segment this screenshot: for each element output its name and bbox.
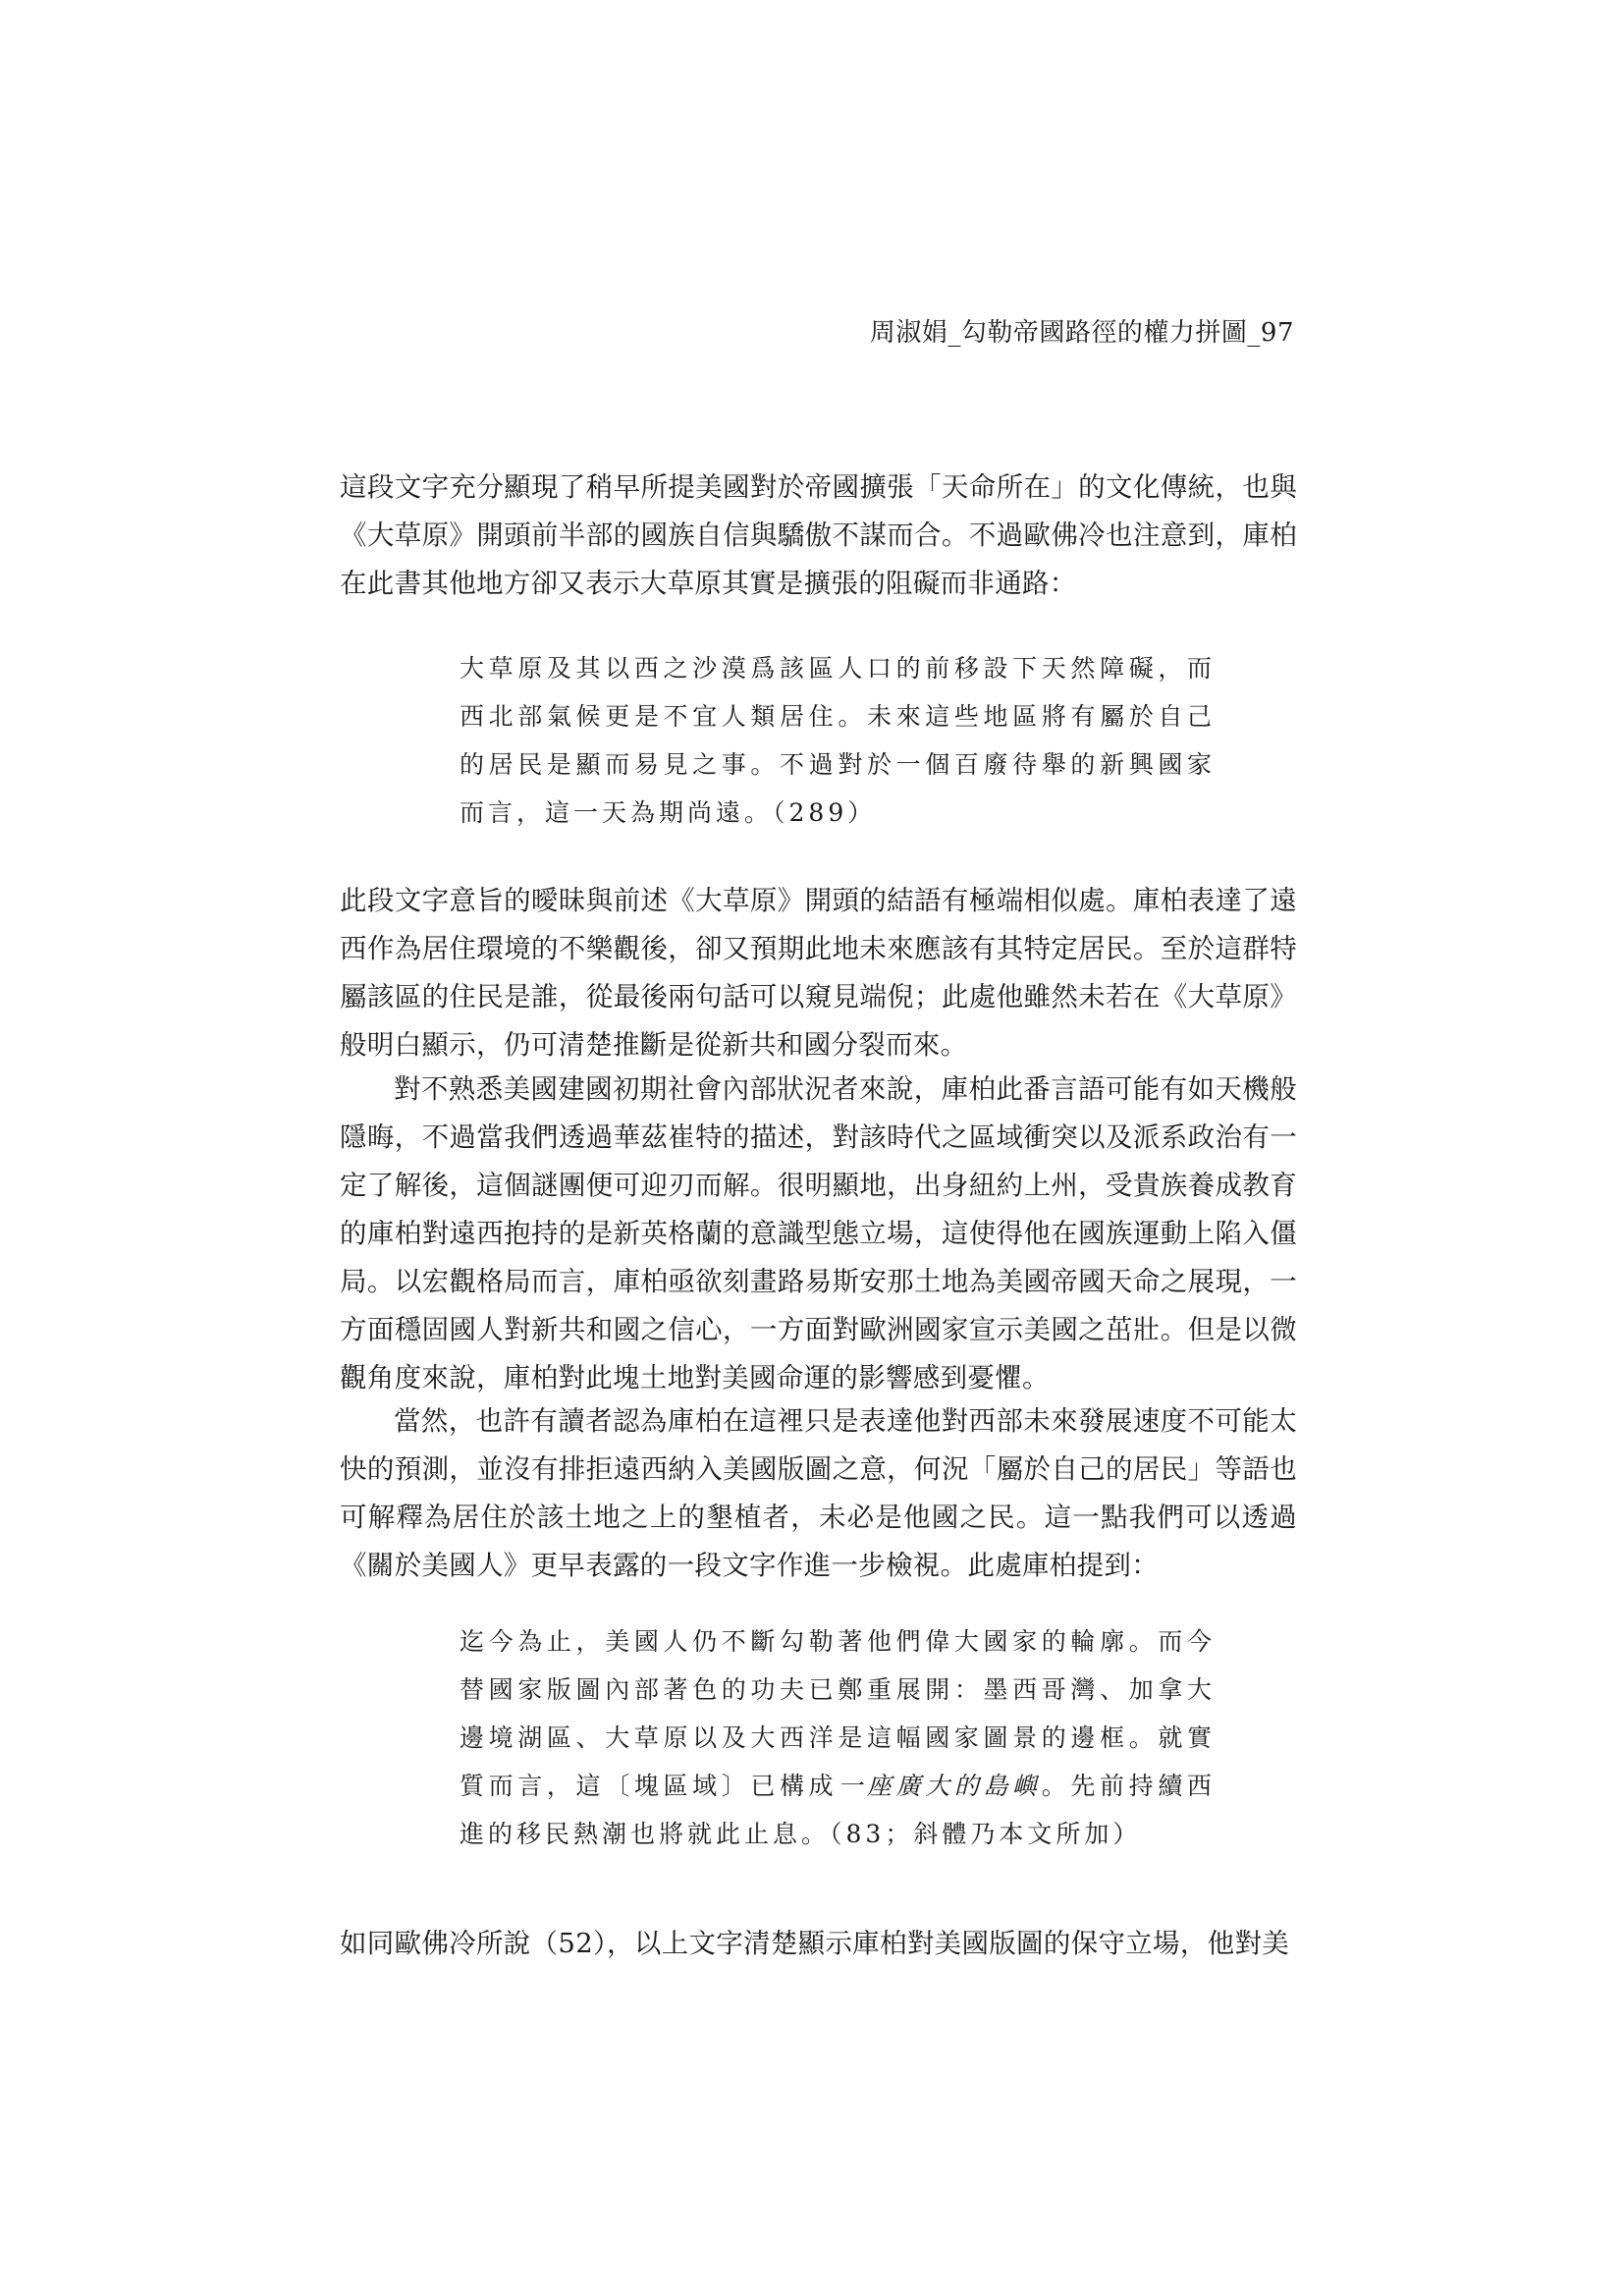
paragraph-4: 當然，也許有讀者認為庫柏在這裡只是表達他對西部未來發展速度不可能太快的預測，並沒有排拒遠西納入美國版圖之意，何況「屬於自己的居民」等語也可解釋為居住於該土地之上的墾植者，未必是他國之民。這一點我們可以透過《關於美國人》更早表露的一段文字作進一步檢視。此處庫柏提到： [340,1405,1297,1581]
block-quote-2-text-b: 。先前持續西進的移民熱潮也將就此止息。（83；斜體乃本文所加） [460,1772,1216,1848]
paragraph-3: 對不熟悉美國建國初期社會內部狀況者來說，庫柏此番言語可能有如天機般隱晦，不過當我們透過華茲崔特的描述，對該時代之區域衝突以及派系政治有一定了解後，這個謎團便可迎刃而解。很明顯地，出身紐約上州，受貴族養成教育的庫柏對遠西抱持的是新英格蘭的意識型態立場，這使得他在國族運動上陷入僵局。以宏觀格局而言，庫柏亟欲刻畫路易斯安那土地為美國帝國天命之展現，一方面穩固國人對新共和國之信心，一方面對歐洲國家宣示美國之茁壯。但是以微觀角度來說，庫柏對此塊土地對美國命運的影響感到憂懼。 [340,1073,1297,1394]
paragraph-5: 如同歐佛冷所說（52），以上文字清楚顯示庫柏對美國版圖的保守立場，他對美 [340,1928,1290,1959]
block-quote-2-italic: 一座廣大的島嶼 [838,1772,1042,1800]
paragraph-2: 此段文字意旨的曖昧與前述《大草原》開頭的結語有極端相似處。庫柏表達了遠西作為居住環境的不樂觀後，卻又預期此地未來應該有其特定居民。至於這群特屬該區的住民是誰，從最後兩句話可以窺見端倪；此處他雖然未若在《大草原》般明白顯示，仍可清楚推斷是從新共和國分裂而來。 [340,885,1297,1061]
block-quote-2 [460,1617,1216,1858]
running-header: 周淑娟_勾勒帝國路徑的權力拼圖_97 [869,318,1294,348]
block-quote-2-text-a: 迄今為止，美國人仍不斷勾勒著他們偉大國家的輪廓。而今替國家版圖內部著色的功夫已鄭重展開：墨西哥灣、加拿大邊境湖區、大草原以及大西洋是這幅國家圖景的邊框。就實質而言，這〔塊區域〕已構成 [460,1627,1216,1800]
block-quote-1: 大草原及其以西之沙漠爲該區人口的前移設下天然障礙，而西北部氣候更是不宜人類居住。未來這些地區將有屬於自己的居民是顯而易見之事。不過對於一個百廢待舉的新興國家而言，這一天為期尚遠。（289） [460,654,1216,827]
paragraph-1: 這段文字充分顯現了稍早所提美國對於帝國擴張「天命所在」的文化傳統，也與《大草原》開頭前半部的國族自信與驕傲不謀而合。不過歐佛冷也注意到，庫柏在此書其他地方卻又表示大草原其實是擴張的阻礙而非通路： [340,471,1297,599]
